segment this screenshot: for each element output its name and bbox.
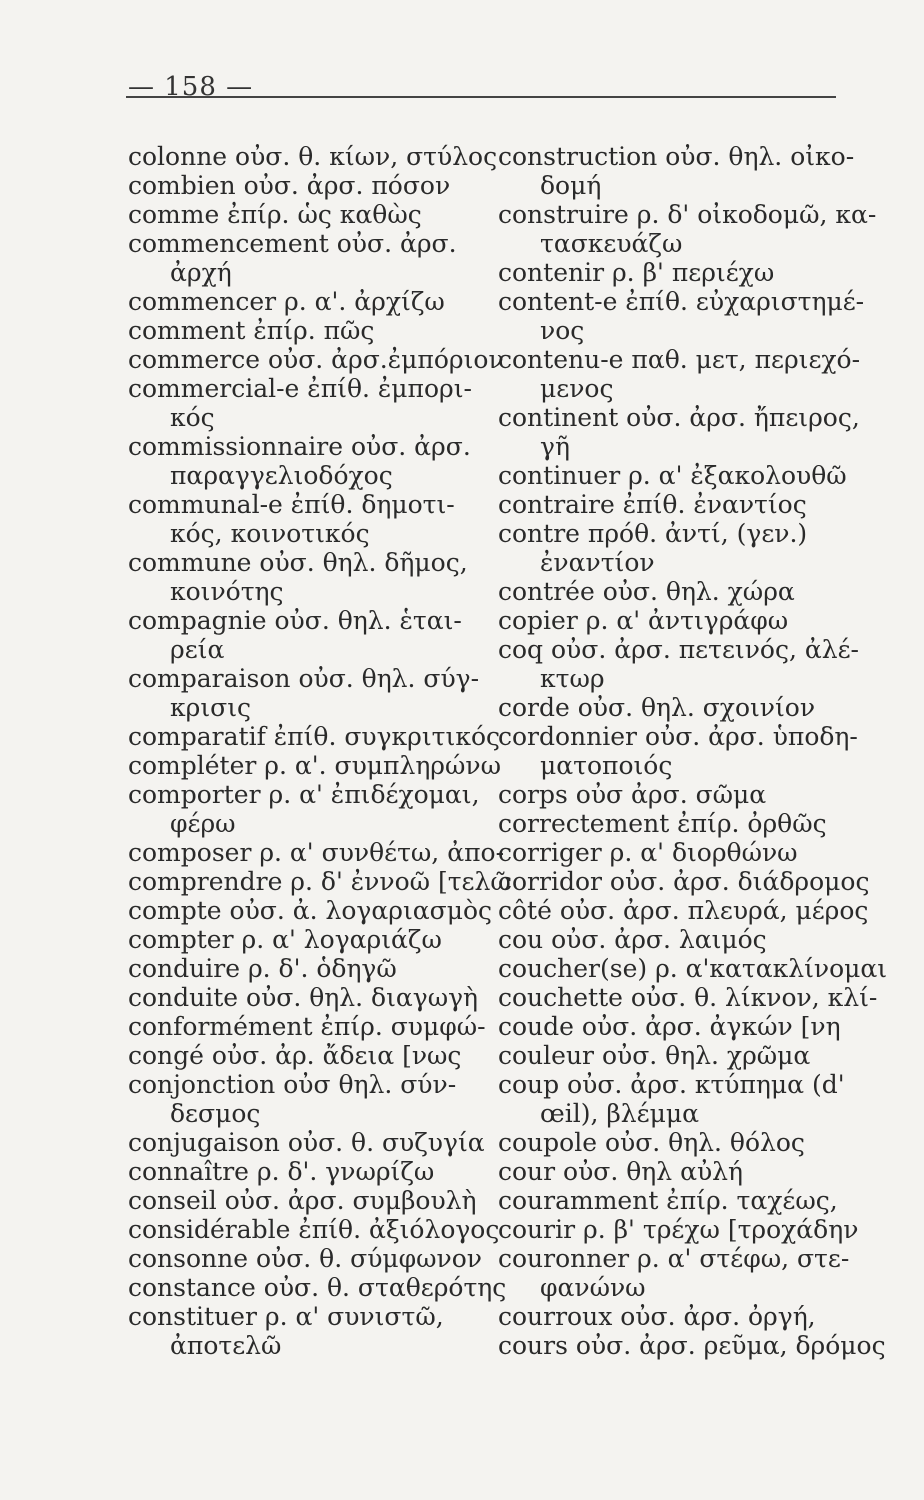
entry-continuation: φανώνω bbox=[540, 1273, 646, 1302]
dictionary-entry bbox=[128, 1070, 498, 1128]
entry-text: conjugaison οὐσ. θ. συζυγία bbox=[128, 1128, 485, 1157]
dictionary-entry bbox=[498, 1302, 878, 1331]
entry-text: comprendre ρ. δ' ἐννοῶ [τελῶ bbox=[128, 867, 511, 896]
dictionary-entry bbox=[498, 490, 878, 519]
dictionary-entry bbox=[128, 838, 505, 867]
entry-continuation: ἐναντίον bbox=[540, 548, 655, 577]
dictionary-entry bbox=[498, 519, 878, 577]
entry-continuation: δεσμος bbox=[170, 1099, 261, 1128]
entry-continuation: ἀρχή bbox=[170, 258, 232, 287]
entry-text: couramment ἐπίρ. ταχέως, bbox=[498, 1186, 838, 1215]
dictionary-entry bbox=[128, 1041, 498, 1070]
dictionary-entry bbox=[498, 345, 878, 403]
dictionary-entry bbox=[128, 954, 498, 983]
dictionary-entry bbox=[128, 548, 498, 606]
dictionary-entry bbox=[498, 258, 878, 287]
entry-text: comment ἐπίρ. πῶς bbox=[128, 316, 375, 345]
dictionary-entry bbox=[498, 1012, 878, 1041]
dictionary-entry bbox=[498, 1128, 878, 1157]
entry-text: conjonction οὐσ θηλ. σύν- bbox=[128, 1070, 457, 1099]
entry-text: comparaison οὐσ. θηλ. σύγ- bbox=[128, 664, 480, 693]
dictionary-entry bbox=[498, 809, 878, 838]
dictionary-entry bbox=[498, 577, 878, 606]
dictionary-entry bbox=[128, 751, 501, 780]
entry-text: cour οὐσ. θηλ αὐλή bbox=[498, 1157, 743, 1186]
entry-text: côté οὐσ. ἀρσ. πλευρά, μέρος bbox=[498, 896, 869, 925]
entry-text: courroux οὐσ. ἀρσ. ὀργή, bbox=[498, 1302, 816, 1331]
entry-continuation: ἀποτελῶ bbox=[170, 1331, 282, 1360]
entry-text: conformément ἐπίρ. συμφώ- bbox=[128, 1012, 486, 1041]
entry-text: composer ρ. α' συνθέτω, ἀπο- bbox=[128, 838, 505, 867]
dictionary-entry bbox=[128, 925, 498, 954]
entry-text: couronner ρ. α' στέφω, στε- bbox=[498, 1244, 850, 1273]
dictionary-entry bbox=[498, 722, 878, 780]
entry-continuation: νος bbox=[540, 316, 585, 345]
dictionary-entry bbox=[128, 142, 498, 171]
dictionary-entry bbox=[128, 316, 498, 345]
dictionary-entry bbox=[128, 1215, 498, 1244]
dictionary-entry bbox=[498, 606, 878, 635]
entry-text: commerce οὐσ. ἀρσ.ἐμπόριον bbox=[128, 345, 504, 374]
entry-continuation: κοινότης bbox=[170, 577, 284, 606]
dictionary-entry bbox=[498, 200, 878, 258]
entry-text: coucher(se) ρ. α'κατακλίνομαι bbox=[498, 954, 888, 983]
entry-text: courir ρ. β' τρέχω [τροχάδην bbox=[498, 1215, 859, 1244]
entry-text: comparatif ἐπίθ. συγκριτικός bbox=[128, 722, 500, 751]
dictionary-entry bbox=[128, 664, 498, 722]
dictionary-entry bbox=[498, 635, 878, 693]
dictionary-entry bbox=[128, 1302, 498, 1360]
entry-continuation: œil), βλέμμα bbox=[540, 1099, 699, 1128]
entry-text: continent οὐσ. ἀρσ. ἤπειρος, bbox=[498, 403, 860, 432]
header-rule bbox=[126, 96, 836, 98]
entry-text: commencement οὐσ. ἀρσ. bbox=[128, 229, 457, 258]
dictionary-entry bbox=[128, 345, 504, 374]
entry-text: colonne οὐσ. θ. κίων, στύλος bbox=[128, 142, 498, 171]
dictionary-entry bbox=[498, 983, 878, 1012]
entry-text: coq οὐσ. ἀρσ. πετεινός, ἀλέ- bbox=[498, 635, 859, 664]
entry-text: construction οὐσ. θηλ. οἰκο- bbox=[498, 142, 855, 171]
dictionary-entry bbox=[128, 1244, 498, 1273]
entry-text: coup οὐσ. ἀρσ. κτύπημα (d' bbox=[498, 1070, 845, 1099]
entry-text: communal-e ἐπίθ. δημοτι- bbox=[128, 490, 455, 519]
entry-text: corriger ρ. α' διορθώνω bbox=[498, 838, 798, 867]
entry-text: compagnie οὐσ. θηλ. ἑται- bbox=[128, 606, 462, 635]
dictionary-entry bbox=[498, 403, 878, 461]
dictionary-entry bbox=[128, 867, 511, 896]
dictionary-entry bbox=[128, 1012, 498, 1041]
dictionary-entry bbox=[498, 954, 888, 983]
entry-text: compte οὐσ. ἀ. λογαριασμὸς bbox=[128, 896, 493, 925]
entry-text: constance οὐσ. θ. σταθερότης bbox=[128, 1273, 507, 1302]
entry-text: continuer ρ. α' ἐξακολουθῶ bbox=[498, 461, 847, 490]
dictionary-entry bbox=[498, 867, 878, 896]
dictionary-entry bbox=[128, 722, 498, 751]
entry-text: coude οὐσ. ἀρσ. ἀγκών [νη bbox=[498, 1012, 841, 1041]
dictionary-entry bbox=[128, 229, 498, 287]
entry-text: construire ρ. δ' οἰκοδομῶ, κα- bbox=[498, 200, 877, 229]
entry-text: congé οὐσ. ἀρ. ἄδεια [νως bbox=[128, 1041, 462, 1070]
entry-text: contrée οὐσ. θηλ. χώρα bbox=[498, 577, 795, 606]
dictionary-entry bbox=[498, 925, 878, 954]
dictionary-entry bbox=[498, 1215, 878, 1244]
dictionary-entry bbox=[498, 1331, 886, 1360]
dictionary-entry bbox=[128, 1157, 498, 1186]
page-number: — 158 — bbox=[128, 72, 254, 102]
dictionary-entry bbox=[128, 1273, 507, 1302]
dictionary-entry bbox=[498, 461, 878, 490]
entry-text: commissionnaire οὐσ. ἀρσ. bbox=[128, 432, 471, 461]
dictionary-entry bbox=[498, 1157, 878, 1186]
dictionary-entry bbox=[498, 693, 878, 722]
dictionary-entry bbox=[498, 142, 878, 200]
entry-text: copier ρ. α' ἀντιγράφω bbox=[498, 606, 789, 635]
dictionary-entry bbox=[128, 200, 498, 229]
entry-text: content-e ἐπίθ. εὐχαριστημέ- bbox=[498, 287, 865, 316]
entry-continuation: δομή bbox=[540, 171, 602, 200]
entry-text: correctement ἐπίρ. ὀρθῶς bbox=[498, 809, 827, 838]
entry-text: contraire ἐπίθ. ἐναντίος bbox=[498, 490, 807, 519]
entry-text: commencer ρ. α'. ἀρχίζω bbox=[128, 287, 445, 316]
dictionary-entry bbox=[128, 1186, 498, 1215]
entry-text: constituer ρ. α' συνιστῶ, bbox=[128, 1302, 444, 1331]
entry-continuation: κός bbox=[170, 403, 215, 432]
entry-continuation: κρισις bbox=[170, 693, 251, 722]
entry-text: combien οὐσ. ἀρσ. πόσον bbox=[128, 171, 451, 200]
entry-text: coupole οὐσ. θηλ. θόλος bbox=[498, 1128, 805, 1157]
dictionary-entry bbox=[128, 983, 498, 1012]
dictionary-column-left bbox=[128, 142, 511, 1360]
entry-text: couchette οὐσ. θ. λίκνον, κλί- bbox=[498, 983, 878, 1012]
entry-text: commercial-e ἐπίθ. ἐμπορι- bbox=[128, 374, 472, 403]
entry-text: cordonnier οὐσ. ἀρσ. ὑποδη- bbox=[498, 722, 858, 751]
dictionary-entry bbox=[128, 1128, 498, 1157]
dictionary-entry bbox=[128, 896, 498, 925]
dictionary-entry bbox=[128, 287, 498, 316]
dictionary-entry bbox=[128, 171, 498, 200]
entry-text: contenu-e παθ. μετ, περιεχό- bbox=[498, 345, 861, 374]
dictionary-entry bbox=[498, 287, 878, 345]
entry-text: cours οὐσ. ἀρσ. ρεῦμα, δρόμος bbox=[498, 1331, 886, 1360]
entry-text: comporter ρ. α' ἐπιδέχομαι, bbox=[128, 780, 480, 809]
entry-text: commune οὐσ. θηλ. δῆμος, bbox=[128, 548, 468, 577]
dictionary-entry bbox=[498, 1070, 878, 1128]
entry-continuation: γῆ bbox=[540, 432, 570, 461]
dictionary-entry bbox=[128, 606, 498, 664]
entry-text: conseil οὐσ. ἀρσ. συμβουλὴ bbox=[128, 1186, 477, 1215]
entry-continuation: φέρω bbox=[170, 809, 236, 838]
entry-text: considérable ἐπίθ. ἀξιόλογος bbox=[128, 1215, 500, 1244]
entry-text: conduire ρ. δ'. ὁδηγῶ bbox=[128, 954, 397, 983]
dictionary-entry bbox=[128, 490, 498, 548]
entry-text: connaître ρ. δ'. γνωρίζω bbox=[128, 1157, 435, 1186]
entry-text: contenir ρ. β' περιέχω bbox=[498, 258, 775, 287]
dictionary-entry bbox=[498, 780, 878, 809]
dictionary-entry bbox=[498, 1041, 878, 1070]
entry-text: corps οὐσ ἀρσ. σῶμα bbox=[498, 780, 767, 809]
entry-text: contre πρόθ. ἀντί, (γεν.) bbox=[498, 519, 808, 548]
entry-continuation: κός, κοινοτικός bbox=[170, 519, 370, 548]
entry-continuation: τασκευάζω bbox=[540, 229, 683, 258]
entry-continuation: ρεία bbox=[170, 635, 225, 664]
entry-text: conduite οὐσ. θηλ. διαγωγὴ bbox=[128, 983, 478, 1012]
dictionary-entry bbox=[498, 1186, 878, 1215]
dictionary-entry bbox=[498, 838, 878, 867]
dictionary-entry bbox=[128, 780, 498, 838]
dictionary-entry bbox=[498, 1244, 878, 1302]
entry-text: corde οὐσ. θηλ. σχοινίον bbox=[498, 693, 816, 722]
entry-text: cou οὐσ. ἀρσ. λαιμός bbox=[498, 925, 767, 954]
entry-text: corridor οὐσ. ἀρσ. διάδρομος bbox=[498, 867, 870, 896]
entry-continuation: μενος bbox=[540, 374, 614, 403]
entry-text: compter ρ. α' λογαριάζω bbox=[128, 925, 442, 954]
entry-continuation: παραγγελιοδόχος bbox=[170, 461, 393, 490]
entry-text: consonne οὐσ. θ. σύμφωνον bbox=[128, 1244, 482, 1273]
entry-text: compléter ρ. α'. συμπληρώνω bbox=[128, 751, 501, 780]
entry-continuation: ματοποιός bbox=[540, 751, 673, 780]
entry-text: comme ἐπίρ. ὡς καθὼς bbox=[128, 200, 422, 229]
entry-continuation: κτωρ bbox=[540, 664, 605, 693]
dictionary-column-right bbox=[498, 142, 888, 1360]
dictionary-entry bbox=[128, 432, 498, 490]
dictionary-entry bbox=[128, 374, 498, 432]
entry-text: couleur οὐσ. θηλ. χρῶμα bbox=[498, 1041, 811, 1070]
dictionary-entry bbox=[498, 896, 878, 925]
